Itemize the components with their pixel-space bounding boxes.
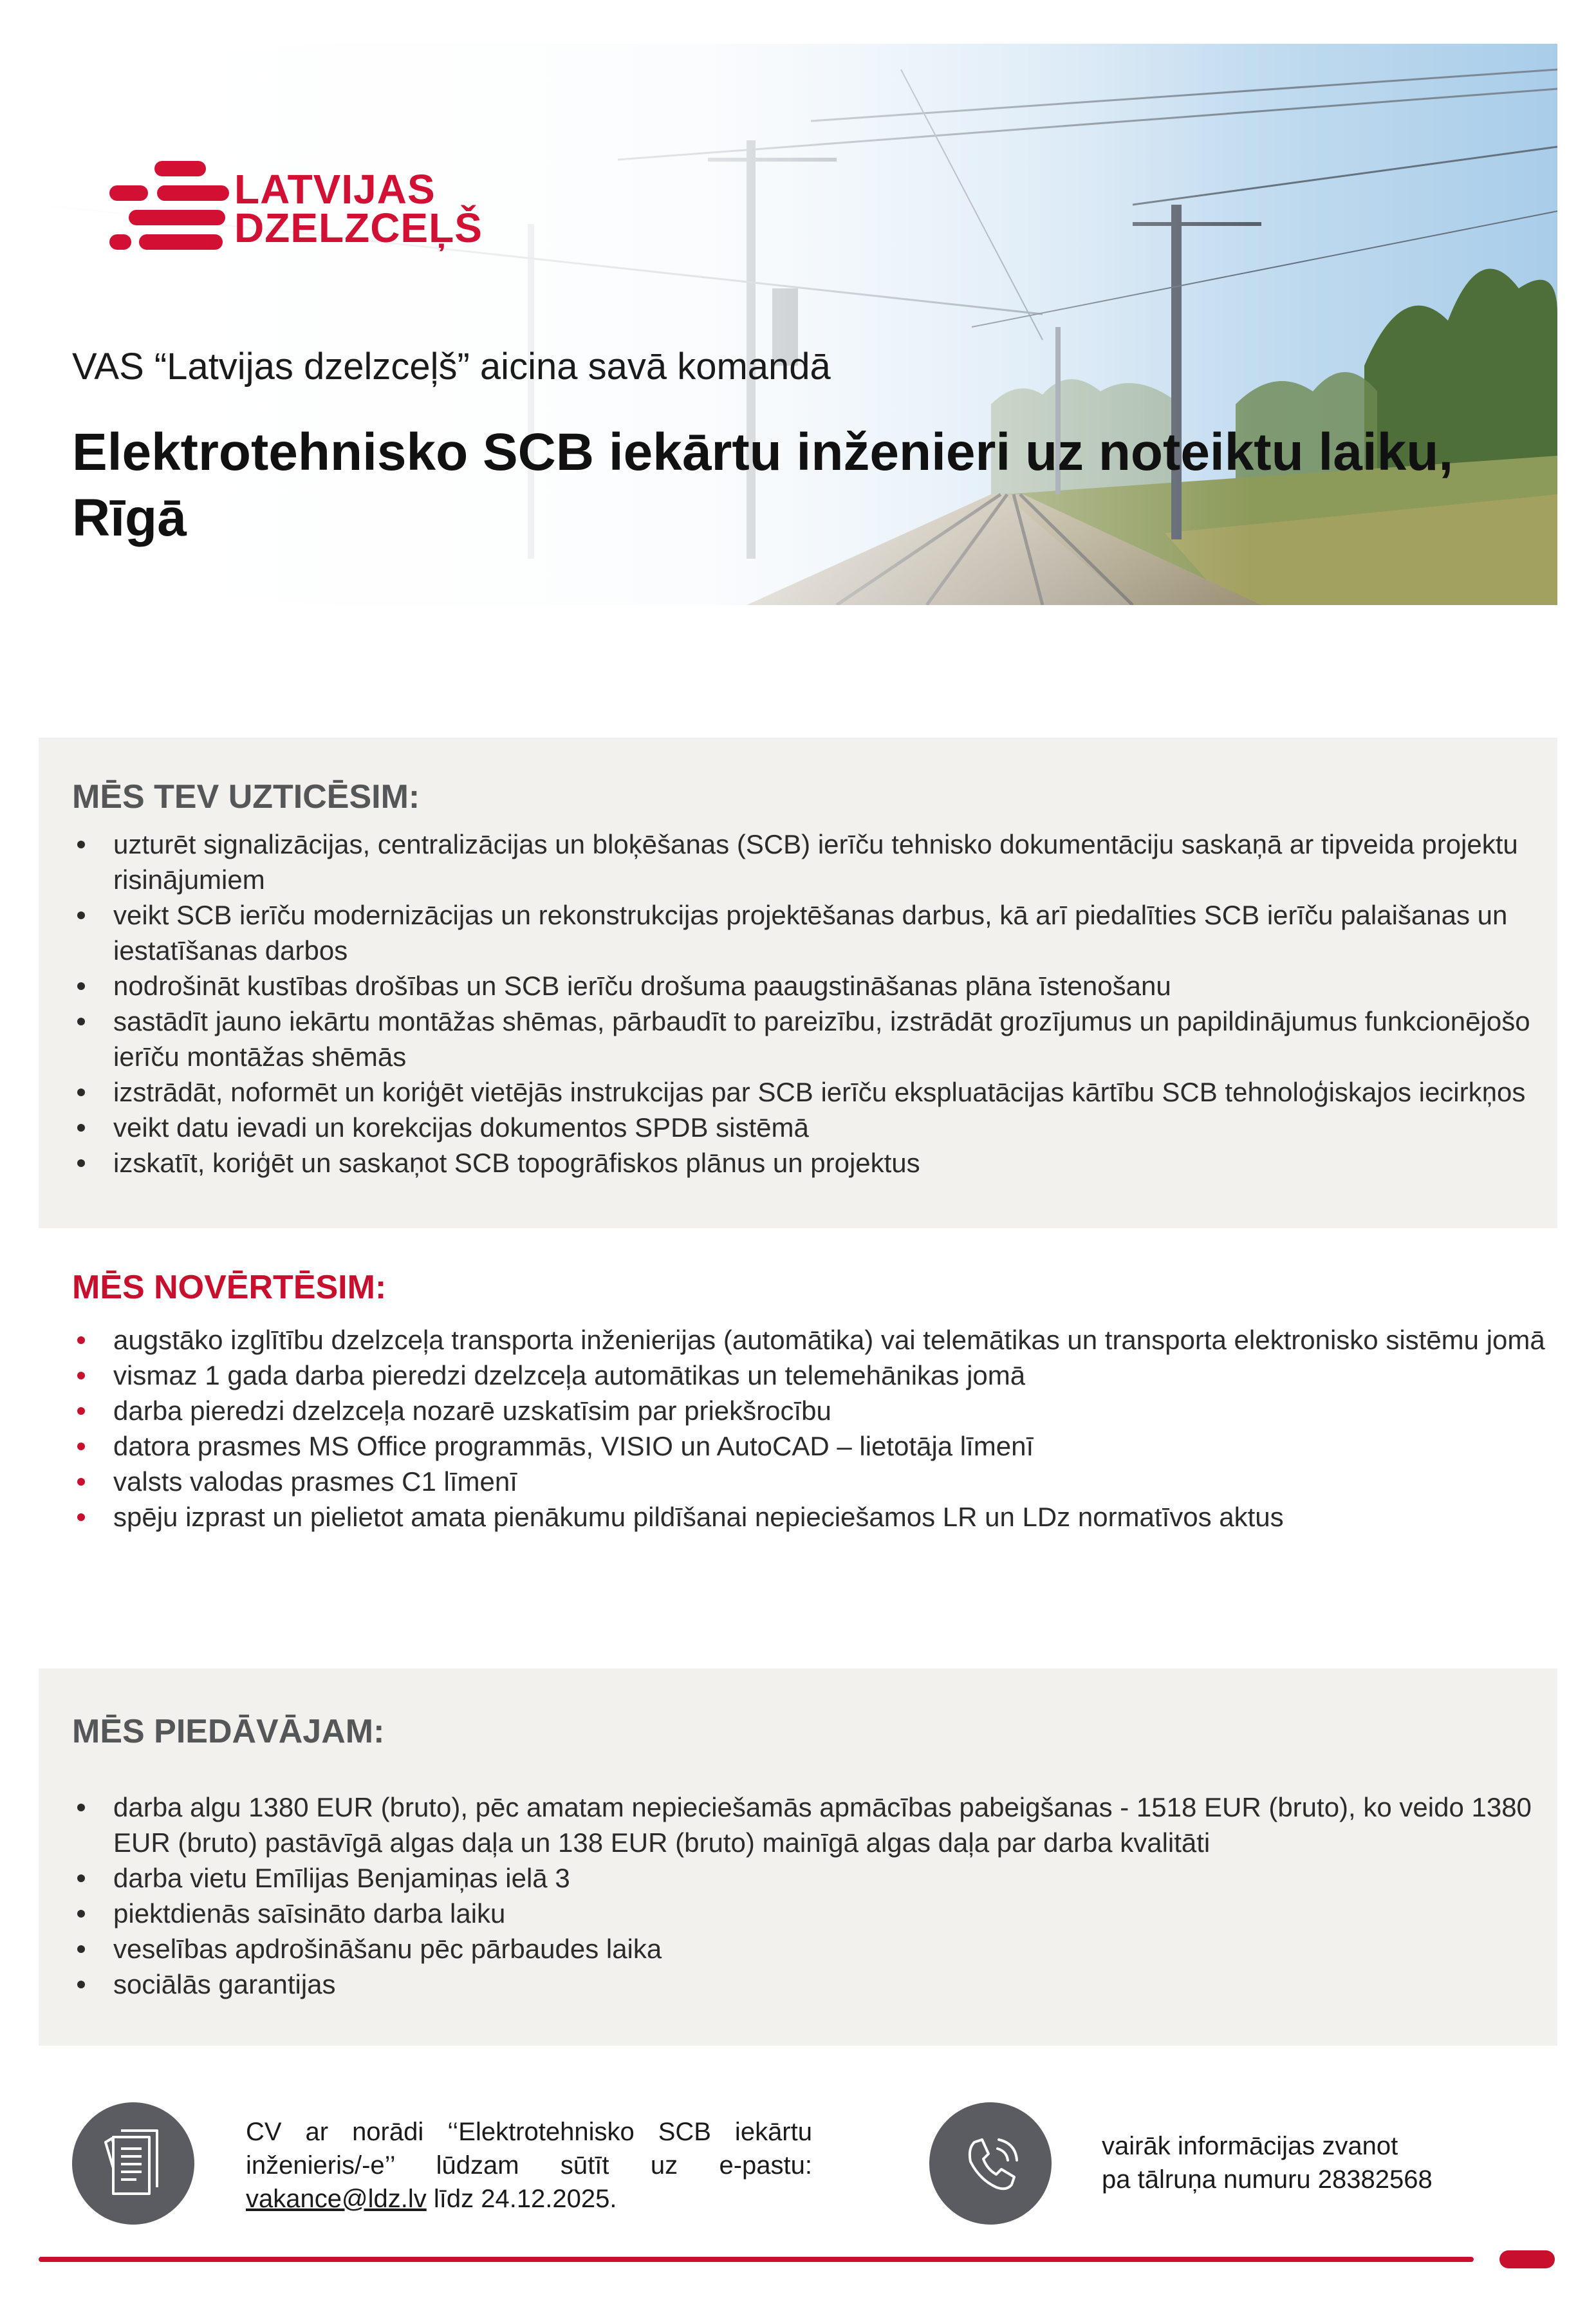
list-item: darba pieredzi dzelzceļa nozarē uzskatīsim par priekšrocību <box>72 1393 1546 1428</box>
offer-section <box>72 1712 1546 2002</box>
offer-list <box>72 1789 1546 2002</box>
list-item: sociālās garantijas <box>72 1966 1546 2002</box>
list-item: nodrošināt kustības drošības un SCB ierīču drošuma paaugstināšanas plāna īstenošanu <box>72 968 1546 1004</box>
phone-icon <box>929 2102 1052 2225</box>
documents-icon <box>72 2102 194 2225</box>
deadline-text: līdz 24.12.2025. <box>426 2185 617 2213</box>
intro-text: VAS “Latvijas dzelzceļš” aicina savā komandā <box>72 346 831 388</box>
list-item: veikt datu ievadi un korekcijas dokumentos SPDB sistēmā <box>72 1110 1546 1145</box>
cv-text: CV ar norādi ‘‘Elektrotehnisko SCB iekārtu inženieris/-e’’ lūdzam sūtīt uz e-pastu: <box>246 2118 812 2180</box>
requirements-heading: MĒS NOVĒRTĒSIM: <box>72 1269 387 1306</box>
list-item: spēju izprast un pielietot amata pienākumu pildīšanai nepieciešamos LR un LDz normatīvos aktus <box>72 1499 1546 1535</box>
phone-line-1: vairāk informācijas zvanot <box>1102 2132 1398 2160</box>
list-item: darba vietu Emīlijas Benjamiņas ielā 3 <box>72 1860 1546 1896</box>
list-item: sastādīt jauno iekārtu montāžas shēmas, pārbaudīt to pareizību, izstrādāt grozījumus un papildinājumus funkcionējošo ierīču montāžas shēmās <box>72 1004 1546 1074</box>
responsibilities-list <box>72 827 1546 1181</box>
offer-heading: MĒS PIEDĀVĀJAM: <box>72 1713 385 1750</box>
list-item: darba algu 1380 EUR (bruto), pēc amatam nepieciešamās apmācības pabeigšanas - 1518 EUR (bruto), ko veido 1380 EUR (bruto) pastāvīgā algas daļa un 138 EUR (bruto) mainīgā algas daļa par darba kvalitāti <box>72 1789 1546 1860</box>
email-link[interactable]: vakance@ldz.lv <box>246 2185 427 2213</box>
logo-wordmark <box>234 166 483 251</box>
logo-line-2: DZELZCEĻŠ <box>234 205 483 251</box>
list-item: piektdienās saīsināto darba laiku <box>72 1896 1546 1931</box>
list-item: izstrādāt, noformēt un koriģēt vietējās instrukcijas par SCB ierīču ekspluatācijas kārtību SCB tehnoloģiskajos iecirkņos <box>72 1074 1546 1110</box>
header-banner <box>39 44 1557 605</box>
requirements-section <box>72 1268 1546 1535</box>
responsibilities-heading: MĒS TEV UZTICĒSIM: <box>72 778 420 816</box>
requirements-list <box>72 1322 1546 1535</box>
latvijas-dzelzcels-logo <box>109 157 483 254</box>
logo-line-1: LATVIJAS <box>234 166 436 212</box>
list-item: vismaz 1 gada darba pieredzi dzelzceļa automātikas un telemehānikas jomā <box>72 1358 1546 1393</box>
cv-instructions <box>246 2115 812 2216</box>
job-title: Elektrotehnisko SCB iekārtu inženieri uz noteiktu laiku, Rīgā <box>72 423 1454 547</box>
list-item: veikt SCB ierīču modernizācijas un rekonstrukcijas projektēšanas darbus, kā arī piedalīties SCB ierīču palaišanas un iestatīšanas darbos <box>72 897 1546 968</box>
footer-accent <box>1499 2250 1555 2268</box>
phone-info <box>1102 2129 1433 2196</box>
list-item: veselības apdrošināšanu pēc pārbaudes laika <box>72 1931 1546 1966</box>
responsibilities-section <box>72 778 1546 1181</box>
list-item: izskatīt, koriģēt un saskaņot SCB topogrāfiskos plānus un projektus <box>72 1145 1546 1181</box>
phone-line-2: pa tālruņa numuru 28382568 <box>1102 2165 1433 2194</box>
list-item: datora prasmes MS Office programmās, VISIO un AutoCAD – lietotāja līmenī <box>72 1428 1546 1464</box>
list-item: uzturēt signalizācijas, centralizācijas un bloķēšanas (SCB) ierīču tehnisko dokumentāciju saskaņā ar tipveida projektu risinājumiem <box>72 827 1546 897</box>
list-item: valsts valodas prasmes C1 līmenī <box>72 1464 1546 1499</box>
list-item: augstāko izglītību dzelzceļa transporta inženierijas (automātika) vai telemātikas un transporta elektronisko sistēmu jomā <box>72 1322 1546 1358</box>
footer-divider <box>39 2257 1474 2262</box>
